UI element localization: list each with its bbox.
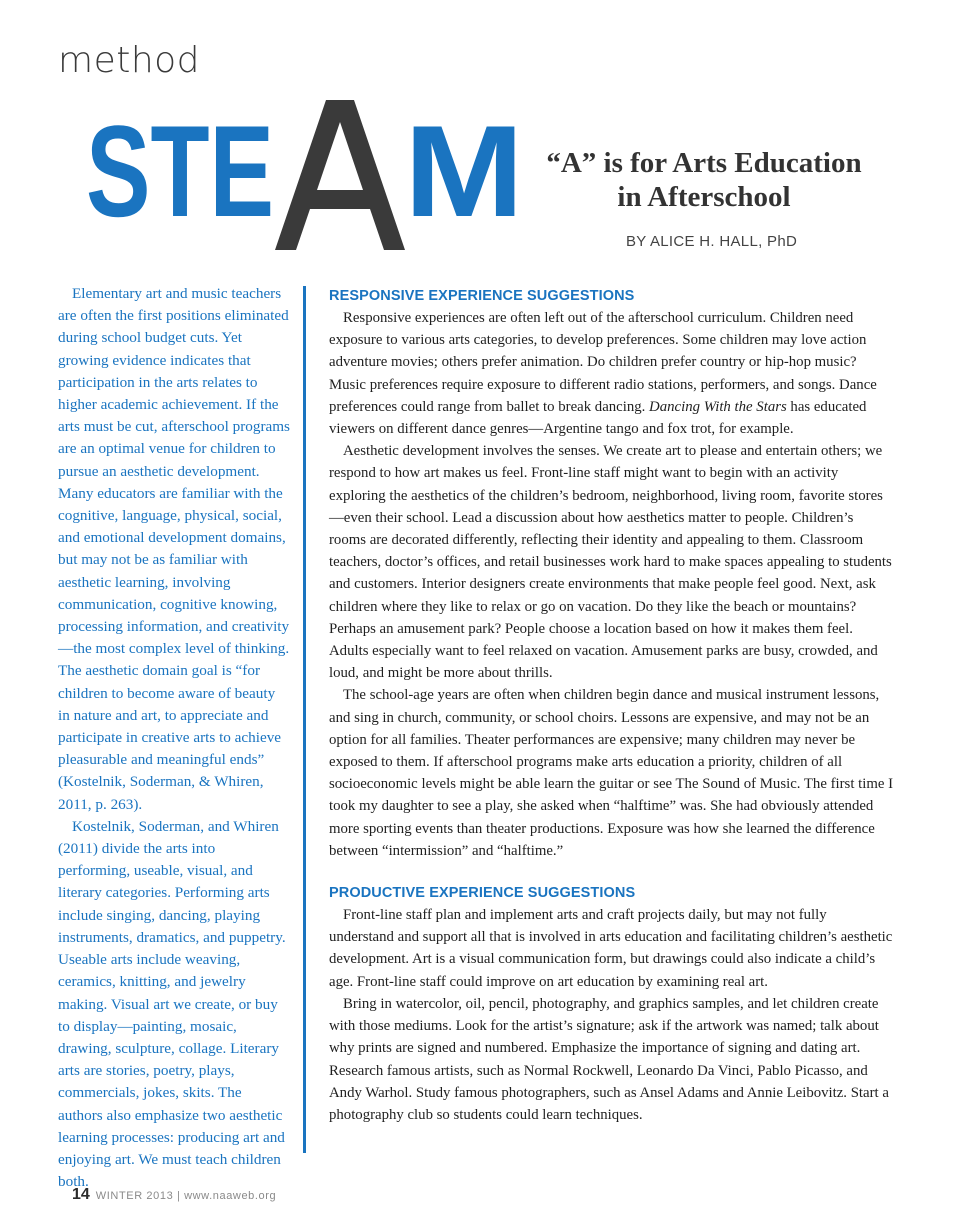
section-label: method — [58, 40, 201, 81]
article-title: “A” is for Arts Education in Afterschool — [546, 147, 862, 213]
section-heading-productive: PRODUCTIVE EXPERIENCE SUGGESTIONS — [329, 885, 636, 902]
show-title: Dancing With the Stars — [649, 398, 787, 415]
section-heading-responsive: RESPONSIVE EXPERIENCE SUGGESTIONS — [329, 288, 635, 304]
body-paragraph — [329, 307, 894, 440]
body-paragraph: Front-line staff plan and implement arts and craft projects daily, but may not fully understand and support all that is involved in arts education and facilitating children’s aesthetic development. Art is a visual communication form, but drawings could also indicate a child’s age. Front-line staff could improve on art education by examining real art. — [329, 907, 893, 990]
page-footer — [72, 1186, 276, 1204]
sidebar-column — [58, 283, 290, 1193]
body-paragraph: The school-age years are often when children begin dance and musical instrument lessons, and sing in church, community, or school choirs. Lessons are expensive, and may not be an option for all families. Theater performances are expensive; many children may never be exposed to them. If afterschool programs make arts education a priority, children of all socioeconomic levels might be able learn the guitar or see The Sound of Music. The first time I took my daughter to see a play, she asked when “halftime” was. She had obviously attended more sporting events than theater productions. Exposure was how she learned the difference between “intermission” and “halftime.” — [329, 687, 894, 859]
byline: BY ALICE H. HALL, PhD — [626, 233, 798, 250]
svg-text:STE: STE — [86, 98, 274, 244]
body-paragraph: Bring in watercolor, oil, pencil, photography, and graphics samples, and let children create with those mediums. Look for the artist’s signature; ask if the artwork was named; talk about why prints are signed and numbered. Emphasize the importance of signing and dating art. Research famous artists, such as Normal Rockwell, Leonardo Da Vinci, Pablo Picasso, and Andy Warhol. Study famous photographers, such as Ansel Adams and Annie Leibovitz. Start a photography club so students could learn techniques. — [329, 995, 889, 1123]
steam-logo — [84, 98, 532, 256]
main-column — [329, 285, 894, 1126]
body-text: has educated viewers on different dance genres—Argentine tango and fox trot, for example. — [329, 398, 867, 438]
body-text: Responsive experiences are often left out of the afterschool curriculum. Children need exposure to various arts categories, to develop preferences. Some children may love action adventure movies; others prefer animation. Do children prefer country or hip-hop music? Music preferences require exposure to different radio stations, performers, and songs. Dance preferences could range from ballet to break dancing. — [329, 310, 877, 415]
body-paragraph: Aesthetic development involves the senses. We create art to please and entertain others; we respond to how art makes us feel. Front-line staff might want to begin with an activity exploring the aesthetics of the children’s bedroom, neighborhood, living room, favorite stores—even their school. Lead a discussion about how aesthetics matter to people. Children’s rooms are decorated differently, reflecting their identity and appealing to them. Classroom teachers, doctor’s offices, and retail businesses work hard to make spaces appealing to students and customers. Interior designers create environments that make people feel good. Next, ask children where they like to relax or go on vacation. Do they like the beach or mountains? Perhaps an amusement park? People choose a location based on how it makes them feel. Adults especially want to feel relaxed on vacation. Amusement parks are busy, crowded, and loud, and might be more about thrills. — [329, 443, 892, 682]
footer-issue: WINTER 2013 | www.naaweb.org — [95, 1190, 277, 1202]
page-number: 14 — [72, 1186, 90, 1203]
sidebar-paragraph: Kostelnik, Soderman, and Whiren (2011) divide the arts into performing, useable, visual, and literary categories. Performing arts include singing, dancing, playing instruments, dramatics, and puppetry. Useable arts include weaving, ceramics, knitting, and jewelry making. Visual art we create, or buy to display—painting, mosaic, drawing, sculpture, collage. Literary arts are stories, poetry, plays, commercials, jokes, skits. The authors also emphasize two aesthetic learning processes: producing art and enjoying art. We must teach children both. — [58, 817, 286, 1191]
svg-text:M: M — [404, 98, 524, 244]
column-divider — [303, 286, 306, 1153]
sidebar-paragraph: Elementary art and music teachers are often the first positions eliminated during school budget cuts. Yet growing evidence indicates that participation in the arts relates to higher academic achievement. If the arts must be cut, afterschool programs are an optimal venue for children to pursue an aesthetic development. Many educators are familiar with the cognitive, language, physical, social, and emotional development domains, but may not be as familiar with aesthetic learning, involving communication, cognitive knowing, processing information, and creativity—the most complex level of thinking. The aesthetic domain goal is “for children to become aware of beauty in nature and art, to appreciate and participate in creative arts to achieve pleasurable and meaningful ends” (Kostelnik, Soderman, & Whiren, 2011, p. 263). — [58, 285, 290, 813]
